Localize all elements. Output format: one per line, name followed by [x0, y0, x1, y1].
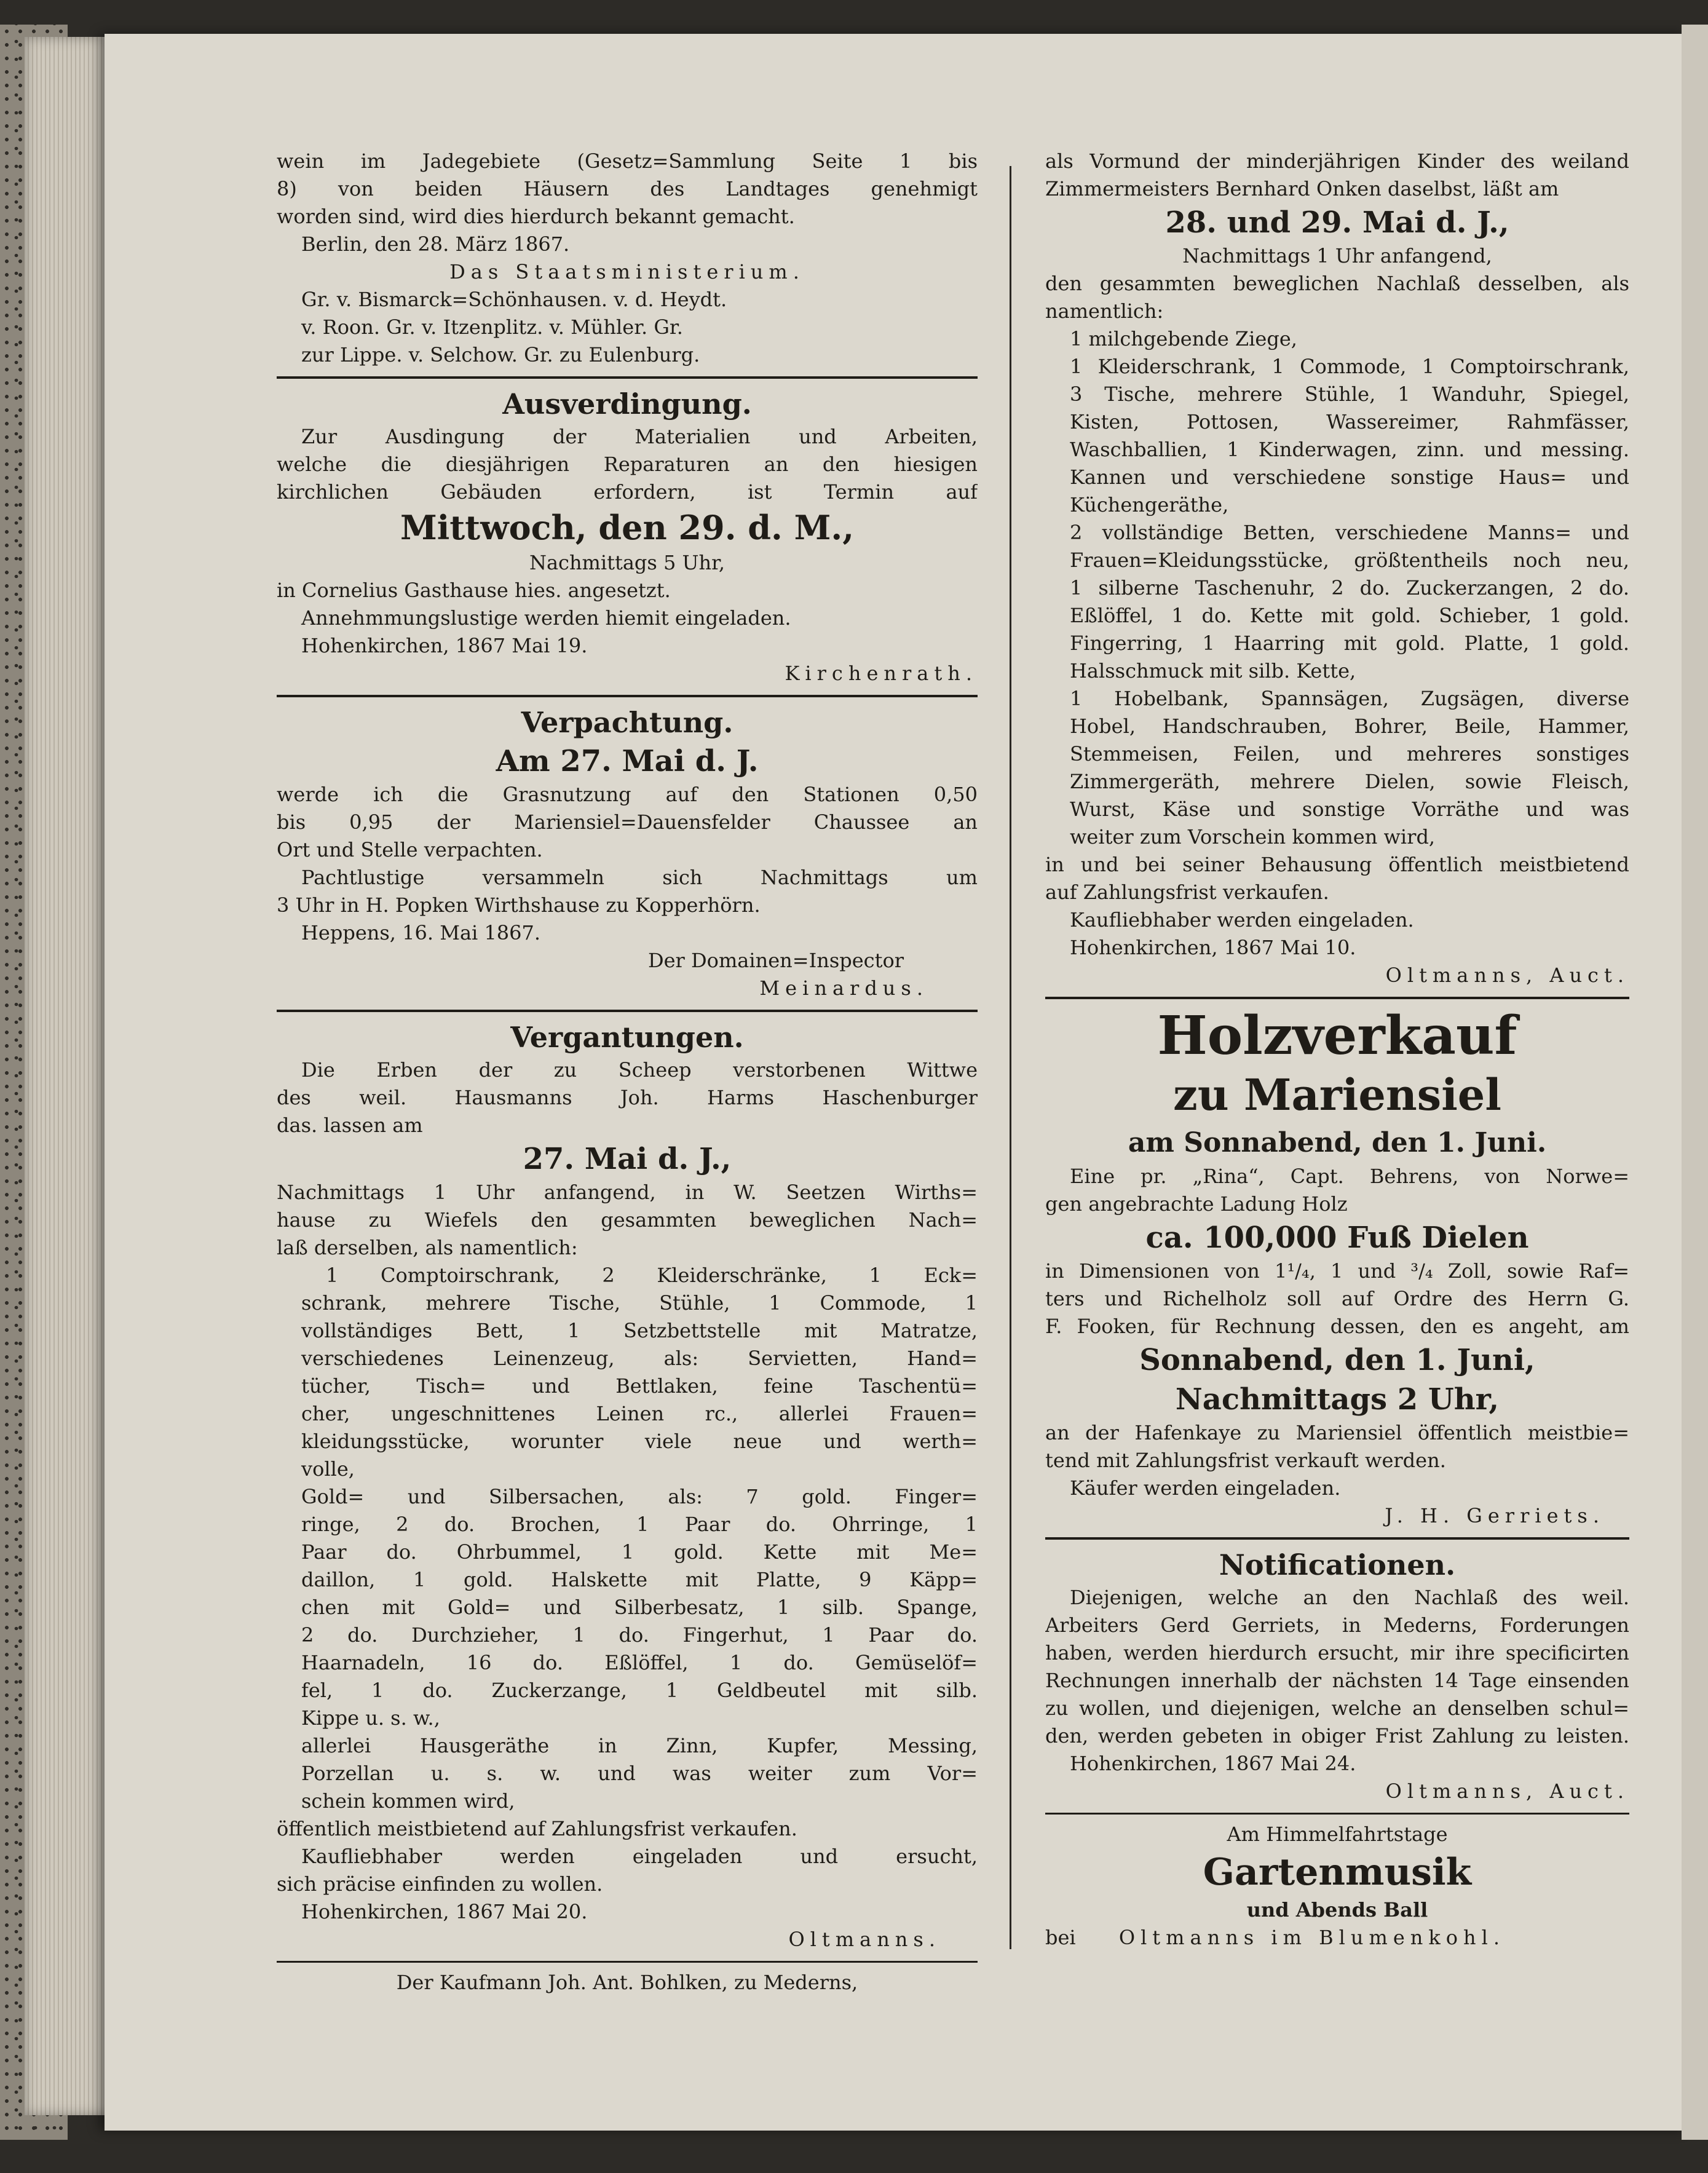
text-line: namentlich: — [1045, 299, 1164, 323]
item-line: 1 Kleiderschrank, 1 Commode, 1 Comptoirschrank, — [1070, 355, 1629, 378]
auction-time: Nachmittags 5 Uhr, — [529, 551, 726, 574]
text-line: hause zu Wiefels den gesammten beweglichen Nach= — [277, 1208, 978, 1232]
item-line: Kisten, Pottosen, Wassereimer, Rahmfässer, — [1070, 410, 1629, 433]
section-heading: Holzverkauf — [1157, 1005, 1517, 1067]
text-line: und Abends Ball — [1246, 1898, 1428, 1922]
text-line: bis 0,95 der Mariensiel=Dauensfelder Chaussee an — [277, 810, 978, 834]
section-heading: Ausverdingung. — [502, 387, 752, 421]
item-line: fel, 1 do. Zuckerzange, 1 Geldbeutel mit silb. — [301, 1679, 978, 1702]
item-line: 1 Comptoirschrank, 2 Kleiderschränke, 1 Eck= — [326, 1264, 978, 1287]
item-line: 1 milchgebende Ziege, — [1070, 327, 1297, 350]
text-line: Käufer werden eingeladen. — [1070, 1476, 1341, 1500]
ausverdingung-notice — [277, 385, 978, 687]
text-line: welche die diesjährigen Reparaturen an den hiesigen — [277, 453, 978, 476]
item-line: vollständiges Bett, 1 Setzbettstelle mit Matratze, — [301, 1319, 978, 1342]
text-line: worden sind, wird dies hierdurch bekannt gemacht. — [277, 205, 795, 228]
signature-line: Gr. v. Bismarck=Schönhausen. v. d. Heydt. — [301, 288, 727, 311]
right-column — [1045, 148, 1629, 1952]
page-edges — [25, 37, 111, 2115]
text-line: gen angebrachte Ladung Holz — [1045, 1192, 1348, 1216]
auction-date: Mittwoch, den 29. d. M., — [400, 508, 855, 547]
auction-date: 27. Mai d. J., — [523, 1142, 732, 1176]
text-line: Am Himmelfahrtstage — [1227, 1823, 1448, 1846]
section-rule — [1045, 997, 1629, 999]
item-line: volle, — [301, 1457, 355, 1481]
gartenmusik-notice — [1045, 1821, 1629, 1952]
text-line: Annehmmungslustige werden hiemit eingeladen. — [301, 606, 791, 630]
text-line: ters und Richelholz soll auf Ordre des Herrn G. — [1045, 1287, 1629, 1310]
text-line: tend mit Zahlungsfrist verkauft werden. — [1045, 1449, 1446, 1472]
venue-line — [1045, 1924, 1629, 1952]
text-line: werde ich die Grasnutzung auf den Stationen 0,50 — [277, 783, 978, 806]
section-rule — [277, 695, 978, 697]
text-line: Kaufliebhaber werden eingeladen und ersucht, — [301, 1845, 978, 1868]
item-line: 1 silberne Taschenuhr, 2 do. Zuckerzangen, 2 do. — [1070, 576, 1629, 600]
item-line: kleidungsstücke, worunter viele neue und werth= — [301, 1430, 978, 1453]
item-line: weiter zum Vorschein kommen wird, — [1070, 825, 1436, 849]
item-line: 1 Hobelbank, Spannsägen, Zugsägen, diverse — [1070, 687, 1629, 710]
signer: J. H. Gerriets. — [1385, 1504, 1605, 1527]
section-rule — [277, 1961, 978, 1963]
sale-date: am Sonnabend, den 1. Juni. — [1128, 1127, 1547, 1158]
item-line: Kippe u. s. w., — [301, 1706, 440, 1730]
sale-time: Nachmittags 2 Uhr, — [1175, 1382, 1500, 1417]
item-line: Hobel, Handschrauben, Bohrer, Beile, Hammer, — [1070, 714, 1629, 738]
left-column — [277, 148, 978, 1997]
item-line: Gold= und Silbersachen, als: 7 gold. Finger= — [301, 1485, 978, 1508]
signature-line: v. Roon. Gr. v. Itzenplitz. v. Mühler. Gr. — [301, 315, 683, 339]
text-line: Kaufliebhaber werden eingeladen. — [1070, 908, 1414, 932]
place-date: Hohenkirchen, 1867 Mai 19. — [301, 634, 588, 657]
text-line: Die Erben der zu Scheep verstorbenen Wittwe — [301, 1058, 978, 1082]
item-line: Waschballien, 1 Kinderwagen, zinn. und messing. — [1070, 438, 1629, 461]
item-line: chen mit Gold= und Silberbesatz, 1 silb. Spange, — [301, 1596, 978, 1619]
text-line: zu wollen, und diejenigen, welche an denselben schul= — [1045, 1696, 1629, 1720]
text-line: in Cornelius Gasthause hies. angesetzt. — [277, 579, 671, 602]
text-line: Diejenigen, welche an den Nachlaß des weil. — [1070, 1586, 1629, 1609]
text-line: Eine pr. „Rina“, Capt. Behrens, von Norwe= — [1070, 1165, 1629, 1188]
text-line: in und bei seiner Behausung öffentlich meistbietend — [1045, 853, 1629, 876]
section-rule — [277, 1010, 978, 1012]
item-line: Halsschmuck mit silb. Kette, — [1070, 659, 1356, 683]
ministry-name: Das Staatsministerium. — [449, 260, 805, 283]
place-date: Berlin, den 28. März 1867. — [301, 232, 570, 256]
item-line: Stemmeisen, Feilen, und mehreres sonstiges — [1070, 742, 1629, 766]
item-line: schrank, mehrere Tische, Stühle, 1 Commode, 1 — [301, 1291, 978, 1315]
text-line: Nachmittags 1 Uhr anfangend, in W. Seetzen Wirths= — [277, 1181, 978, 1204]
item-line: cher, ungeschnittenes Leinen rc., allerlei Frauen= — [301, 1402, 978, 1425]
text-line: kirchlichen Gebäuden erfordern, ist Termin auf — [277, 480, 978, 504]
place-date: Hohenkirchen, 1867 Mai 24. — [1070, 1752, 1356, 1775]
bohlken-notice-start: Der Kaufmann Joh. Ant. Bohlken, zu Mederns, — [396, 1971, 858, 1994]
signature-line: zur Lippe. v. Selchow. Gr. zu Eulenburg. — [301, 343, 700, 366]
text-line: Rechnungen innerhalb der nächsten 14 Tage einsenden — [1045, 1669, 1629, 1692]
verpachtung-notice — [277, 703, 978, 1002]
signer: Kirchenrath. — [785, 662, 978, 685]
notificationen-notice — [1045, 1546, 1629, 1805]
text-line: Zur Ausdingung der Materialien und Arbeiten, — [301, 425, 978, 448]
text-line: als Vormund der minderjährigen Kinder des weiland — [1045, 149, 1629, 173]
item-line: schein kommen wird, — [301, 1789, 515, 1813]
timber-amount: ca. 100,000 Fuß Dielen — [1145, 1221, 1529, 1255]
section-subheading: zu Mariensiel — [1173, 1069, 1501, 1120]
item-line: Wurst, Käse und sonstige Vorräthe und was — [1070, 798, 1629, 821]
text-line: haben, werden hierdurch ersucht, mir ihre specificirten — [1045, 1641, 1629, 1664]
item-line: verschiedenes Leinenzeug, als: Servietten, Hand= — [301, 1347, 978, 1370]
text-line: Pachtlustige versammeln sich Nachmittags um — [301, 866, 978, 889]
item-line: Fingerring, 1 Haarring mit gold. Platte, 1 gold. — [1070, 631, 1629, 655]
section-heading: Vergantungen. — [510, 1021, 744, 1054]
item-line: Küchengeräthe, — [1070, 493, 1229, 517]
column-divider — [1010, 166, 1011, 1949]
item-line: Zimmergeräth, mehrere Dielen, sowie Fleisch, — [1070, 770, 1629, 793]
item-line: Porzellan u. s. w. und was weiter zum Vor= — [301, 1762, 978, 1785]
auction-time: Nachmittags 1 Uhr anfangend, — [1182, 244, 1492, 267]
text-line: 8) von beiden Häusern des Landtages genehmigt — [277, 177, 978, 200]
signer: Meinardus. — [759, 976, 928, 1000]
section-rule — [1045, 1813, 1629, 1815]
item-line: daillon, 1 gold. Halskette mit Platte, 9 Käpp= — [301, 1568, 978, 1591]
item-line: Frauen=Kleidungsstücke, größtentheils noch neu, — [1070, 548, 1629, 572]
signer: Oltmanns, Auct. — [1385, 1779, 1629, 1803]
text-line: laß derselben, als namentlich: — [277, 1236, 578, 1259]
text-line: den, werden gebeten in obiger Frist Zahlung zu leisten. — [1045, 1724, 1629, 1748]
onken-auction-notice — [1045, 148, 1629, 989]
section-heading: Verpachtung. — [521, 706, 733, 739]
text-line: des weil. Hausmanns Joh. Harms Haschenburger — [277, 1086, 978, 1109]
text-line: in Dimensionen von 1¹/₄, 1 und ³/₄ Zoll, sowie Raf= — [1045, 1259, 1629, 1283]
section-heading: Notificationen. — [1219, 1548, 1456, 1581]
item-line: Kannen und verschiedene sonstige Haus= und — [1070, 465, 1629, 489]
item-line: Haarnadeln, 16 do. Eßlöffel, 1 do. Gemüselöf= — [301, 1651, 978, 1674]
text-line: öffentlich meistbietend auf Zahlungsfrist verkaufen. — [277, 1817, 797, 1840]
section-rule — [277, 376, 978, 379]
signer: Oltmanns, Auct. — [1385, 964, 1629, 987]
event-heading: Gartenmusik — [1203, 1851, 1472, 1894]
item-line: 2 vollständige Betten, verschiedene Manns= und — [1070, 521, 1629, 544]
signer-title: Der Domainen=Inspector — [647, 949, 904, 972]
text-line: den gesammten beweglichen Nachlaß desselben, als — [1045, 272, 1629, 295]
text-line: wein im Jadegebiete (Gesetz=Sammlung Seite 1 bis — [277, 149, 978, 173]
item-line: ringe, 2 do. Brochen, 1 Paar do. Ohrringe, 1 — [301, 1513, 978, 1536]
venue-prefix: bei — [1045, 1926, 1076, 1949]
text-line: das. lassen am — [277, 1114, 423, 1137]
item-line: 3 Tische, mehrere Stühle, 1 Wanduhr, Spiegel, — [1070, 382, 1629, 406]
item-line: Paar do. Ohrbummel, 1 gold. Kette mit Me= — [301, 1540, 978, 1564]
text-line: Zimmermeisters Bernhard Onken daselbst, läßt am — [1045, 177, 1559, 200]
text-line: sich präcise einfinden zu wollen. — [277, 1872, 603, 1896]
text-line: an der Hafenkaye zu Mariensiel öffentlich meistbie= — [1045, 1421, 1629, 1444]
section-rule — [1045, 1537, 1629, 1540]
vergantungen-notice — [277, 1018, 978, 1953]
text-line: Arbeiters Gerd Gerriets, in Mederns, Forderungen — [1045, 1613, 1629, 1637]
item-line: 2 do. Durchzieher, 1 do. Fingerhut, 1 Paar do. — [301, 1623, 978, 1647]
venue-name: Oltmanns im Blumenkohl. — [1118, 1926, 1506, 1949]
intro-notice — [277, 148, 978, 369]
adjacent-page-edge — [1682, 25, 1708, 2140]
item-line: tücher, Tisch= und Bettlaken, feine Taschentü= — [301, 1374, 978, 1398]
text-line: Ort und Stelle verpachten. — [277, 838, 543, 861]
holzverkauf-notice — [1045, 1005, 1629, 1530]
place-date: Heppens, 16. Mai 1867. — [301, 921, 541, 944]
signer: Oltmanns. — [788, 1928, 941, 1951]
text-line: F. Fooken, für Rechnung dessen, den es angeht, am — [1045, 1315, 1629, 1338]
item-line: Eßlöffel, 1 do. Kette mit gold. Schieber, 1 gold. — [1070, 604, 1629, 627]
text-line: 3 Uhr in H. Popken Wirthshause zu Kopperhörn. — [277, 893, 761, 917]
place-date: Hohenkirchen, 1867 Mai 10. — [1070, 936, 1356, 959]
auction-date: 28. und 29. Mai d. J., — [1165, 205, 1509, 240]
text-line: auf Zahlungsfrist verkaufen. — [1045, 881, 1329, 904]
item-line: allerlei Hausgeräthe in Zinn, Kupfer, Messing, — [301, 1734, 978, 1757]
sale-date: Sonnabend, den 1. Juni, — [1139, 1343, 1535, 1377]
lease-date: Am 27. Mai d. J. — [496, 744, 759, 778]
place-date: Hohenkirchen, 1867 Mai 20. — [301, 1900, 588, 1923]
